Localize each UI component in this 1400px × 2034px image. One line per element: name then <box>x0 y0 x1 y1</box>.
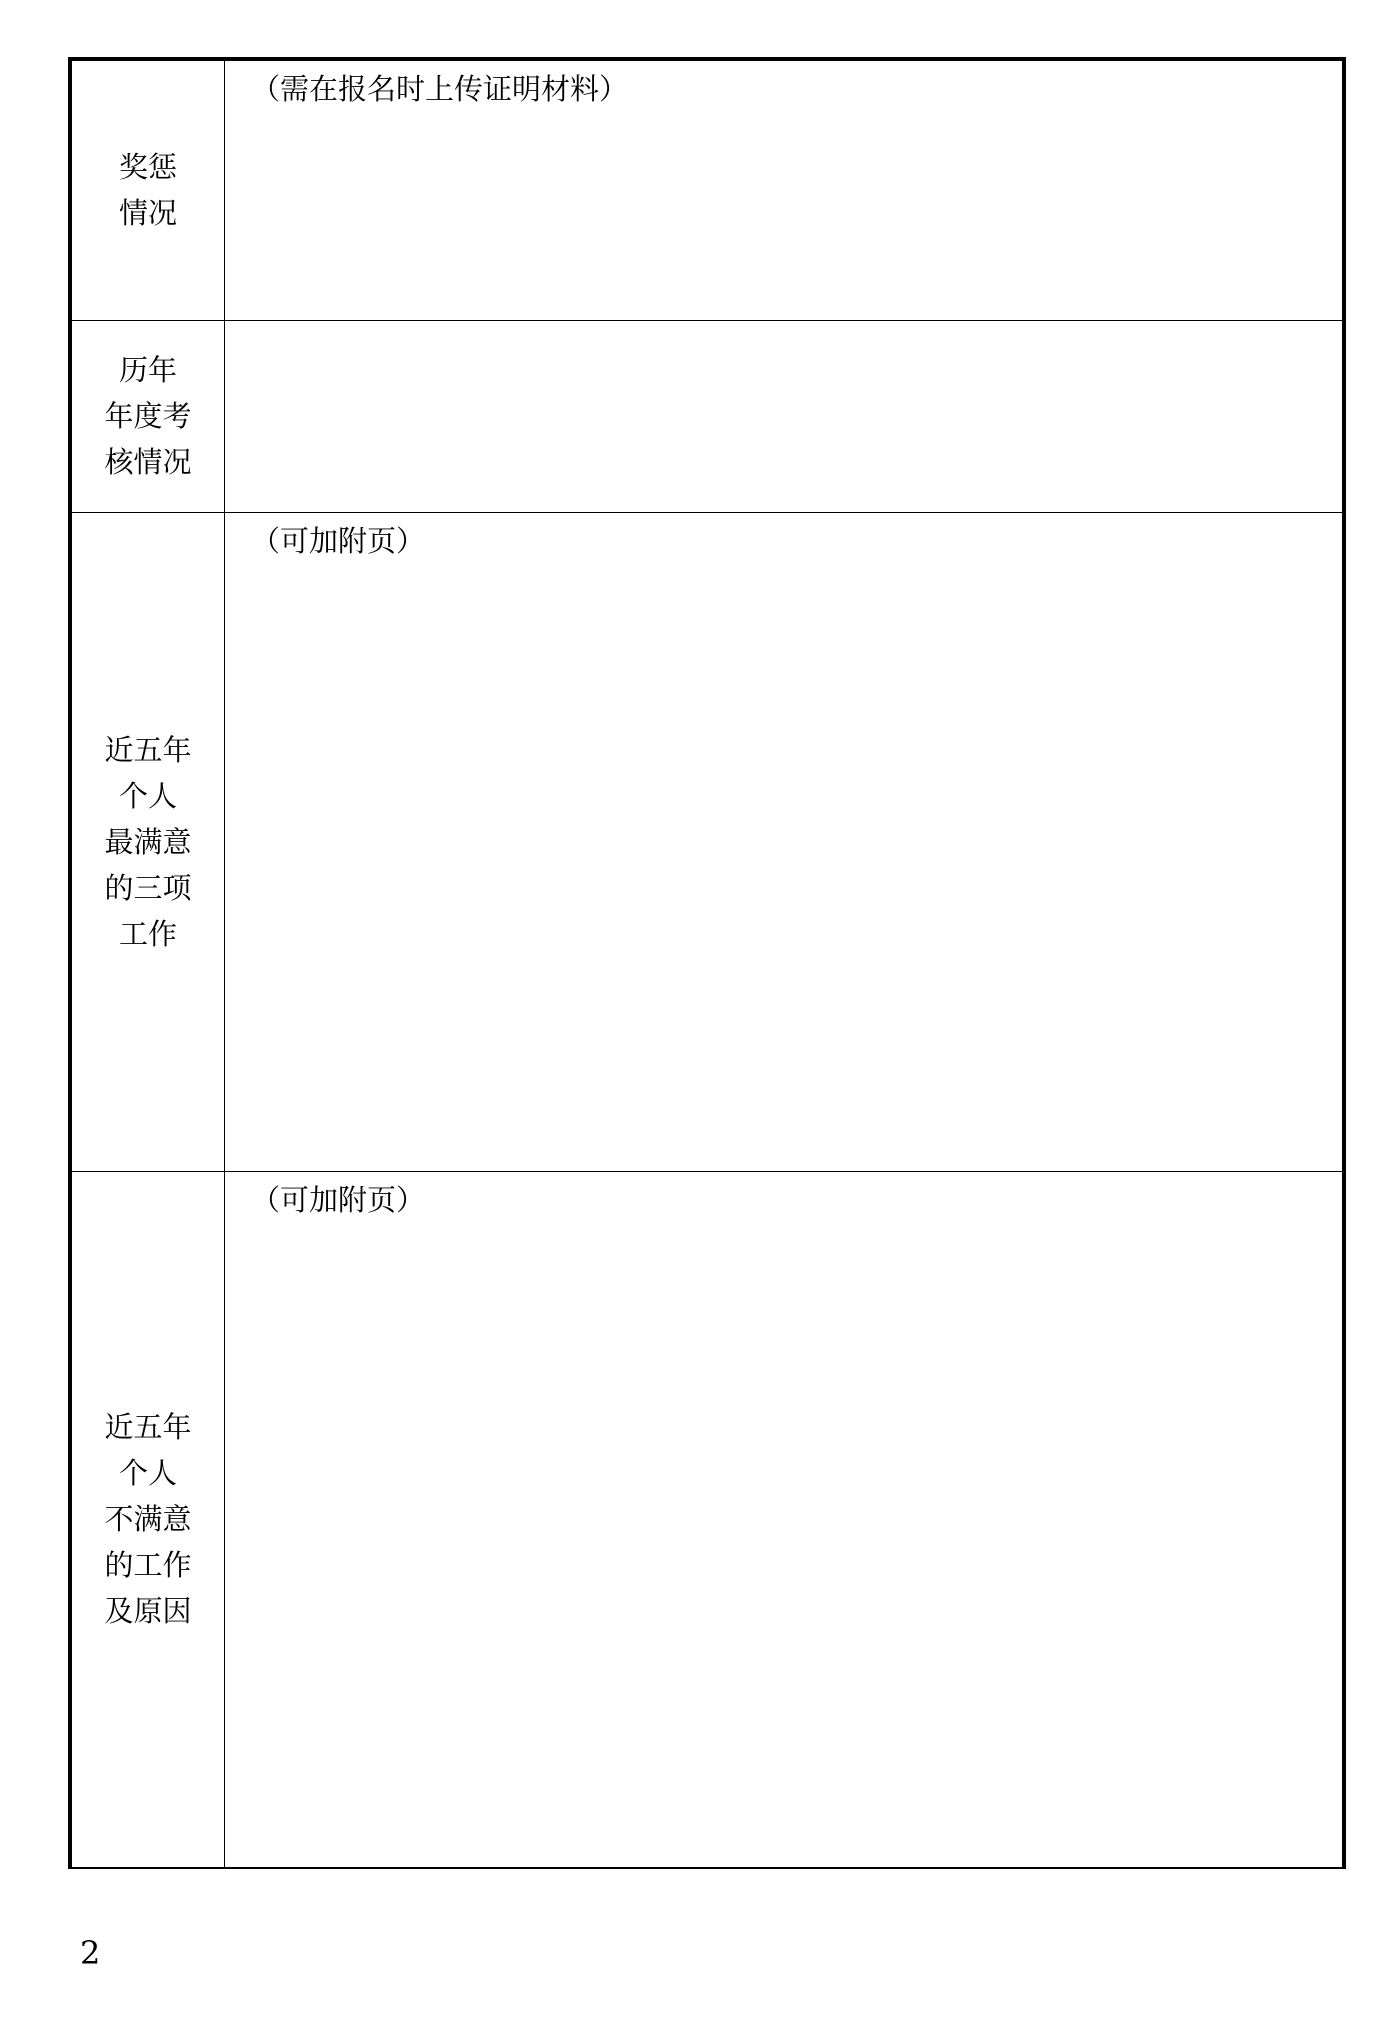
table-row-assessment <box>70 320 1344 512</box>
table-row-awards <box>70 59 1344 320</box>
label-annual-assessment: 历年 年度考 核情况 <box>70 320 225 512</box>
field-most-satisfied-work[interactable] <box>225 512 1345 1171</box>
label-most-satisfied-work: 近五年 个人 最满意 的三项 工作 <box>70 512 225 1171</box>
table-row-most-satisfied <box>70 512 1344 1171</box>
label-awards: 奖惩 情况 <box>70 59 225 320</box>
note-most-satisfied-work: （可加附页） <box>251 523 426 558</box>
table-row-unsatisfied <box>70 1171 1344 1868</box>
field-annual-assessment[interactable] <box>225 320 1345 512</box>
application-form-table <box>68 57 1346 1869</box>
label-unsatisfied-work: 近五年 个人 不满意 的工作 及原因 <box>70 1171 225 1868</box>
field-unsatisfied-work[interactable] <box>225 1171 1345 1868</box>
field-awards[interactable] <box>225 59 1345 320</box>
note-unsatisfied-work: （可加附页） <box>251 1182 426 1217</box>
note-awards: （需在报名时上传证明材料） <box>251 72 629 106</box>
page-number: 2 <box>80 1934 101 1972</box>
